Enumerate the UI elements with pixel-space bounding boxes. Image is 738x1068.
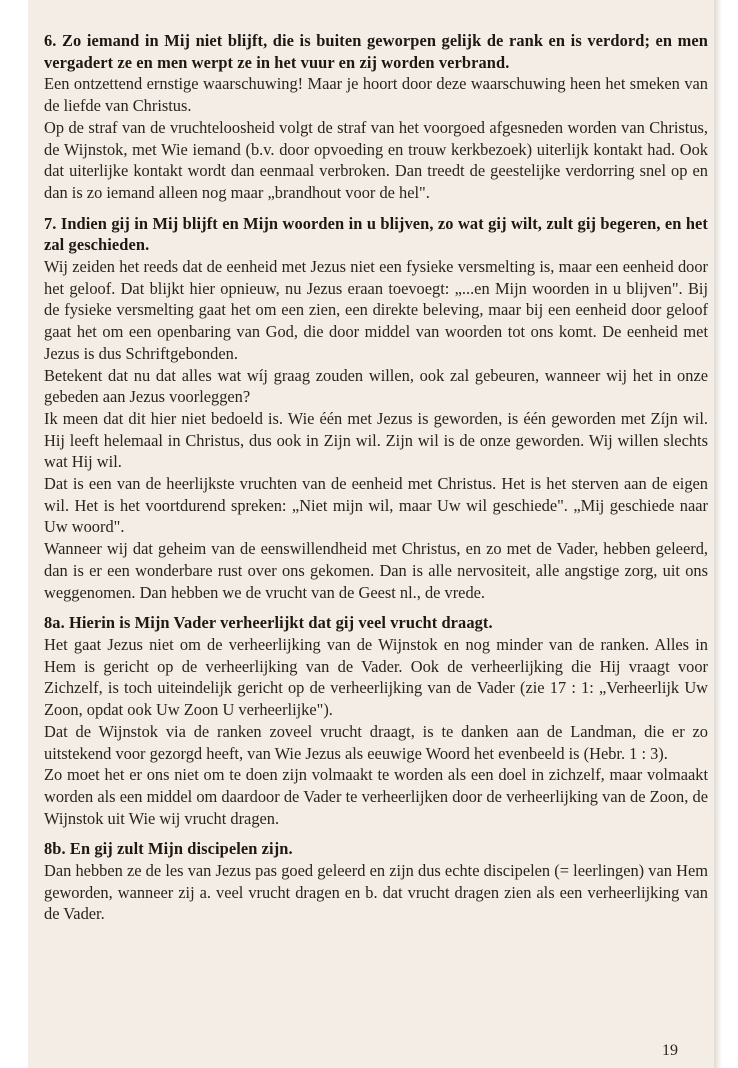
section-6 — [44, 30, 708, 204]
section-8b — [44, 838, 708, 925]
page-content — [44, 30, 708, 934]
paragraph: Het gaat Jezus niet om de verheerlijking van de Wijnstok en nog minder van de ranken. Alles in Hem is gericht op de verheerlijking van de Vader. Ook de verheerlijking die Hij vraagt voor Zichzelf, is toch uiteindelijk gericht op de verheerlijking van de Vader (zie 17 : 1: „Verheerlijk Uw Zoon, opdat ook Uw Zoon U verheerlijke"). — [44, 634, 708, 720]
section-8a — [44, 612, 708, 829]
paragraph: Betekent dat nu dat alles wat wíj graag zouden willen, ook zal gebeuren, wanneer wij het in onze gebeden aan Jezus voorleggen? — [44, 365, 708, 407]
book-page — [28, 0, 714, 1068]
section-7 — [44, 213, 708, 604]
section-heading: 6. Zo iemand in Mij niet blijft, die is buiten geworpen gelijk de rank en is verdord; en men vergadert ze en men werpt ze in het vuur en zij worden verbrand. — [44, 31, 708, 72]
page-edge-shadow — [714, 0, 722, 1068]
paragraph: Dat de Wijnstok via de ranken zoveel vrucht draagt, is te danken aan de Landman, die er zo uitstekend voor gezorgd heeft, van Wie Jezus als eeuwige Woord het evenbeeld is (Hebr. 1 : 3). — [44, 721, 708, 763]
paragraph: Ik meen dat dit hier niet bedoeld is. Wie één met Jezus is geworden, is één geworden met Zíjn wil. Hij leeft helemaal in Christus, dus ook in Zijn wil. Zijn wil is de onze geworden. Wij willen slechts wat Hij wil. — [44, 408, 708, 472]
section-heading: 7. Indien gij in Mij blijft en Mijn woorden in u blijven, zo wat gij wilt, zult gij begeren, en het zal geschieden. — [44, 213, 708, 255]
paragraph: Een ontzettend ernstige waarschuwing! Maar je hoort door deze waarschuwing heen het smeken van de liefde van Christus. — [44, 74, 708, 116]
paragraph: Dan hebben ze de les van Jezus pas goed geleerd en zijn dus echte discipelen (= leerlingen) van Hem geworden, wanneer zij a. veel vrucht dragen en b. dat vrucht dragen zien als een verheerlijking van de Vader. — [44, 861, 708, 924]
paragraph: Wanneer wij dat geheim van de eenswillendheid met Christus, en zo met de Vader, hebben geleerd, dan is er een wonderbare rust over ons gekomen. Dan is alle nervositeit, alle angstige zorg, uit ons weggenomen. Dan hebben we de vrucht van de Geest nl., de vrede. — [44, 539, 708, 602]
paragraph: Op de straf van de vruchteloosheid volgt de straf van het voorgoed afgesneden worden van Christus, de Wijnstok, met Wie iemand (b.v. door opvoeding en trouw kerkbezoek) uiterlijk kontakt had. Ook dat uiterlijke kontakt wordt dan eenmaal verbroken. Dan treedt de geestelijke verdorring snel op en dan is zo iemand alleen nog maar „brandhout voor de hel". — [44, 117, 708, 202]
page-number: 19 — [662, 1042, 678, 1059]
paragraph: Zo moet het er ons niet om te doen zijn volmaakt te worden als een doel in zichzelf, maar volmaakt worden als een middel om daardoor de Vader te verheerlijken door de verheerlijking van de Zoon, de Wijnstok uit Wie wij vrucht dragen. — [44, 765, 708, 828]
paragraph: Wij zeiden het reeds dat de eenheid met Jezus niet een fysieke versmelting is, maar een eenheid door het geloof. Dat blijkt hier opnieuw, nu Jezus eraan toevoegt: „...en Mijn woorden in u blijven". Bij de fysieke versmelting gaat het om een zien, een direkte beleving, maar bij een eenheid door geloof gaat het om een openbaring van God, die door middel van woorden tot ons komt. De eenheid met Jezus is dus Schriftgebonden. — [44, 257, 708, 363]
section-heading: 8b. En gij zult Mijn discipelen zijn. — [44, 839, 293, 859]
section-heading: 8a. Hierin is Mijn Vader verheerlijkt dat gij veel vrucht draagt. — [44, 613, 493, 633]
paragraph: Dat is een van de heerlijkste vruchten van de eenheid met Christus. Het is het sterven aan de eigen wil. Het is het voortdurend spreken: „Niet mijn wil, maar Uw wil geschiede". „Mij geschiede naar Uw woord". — [44, 474, 708, 537]
